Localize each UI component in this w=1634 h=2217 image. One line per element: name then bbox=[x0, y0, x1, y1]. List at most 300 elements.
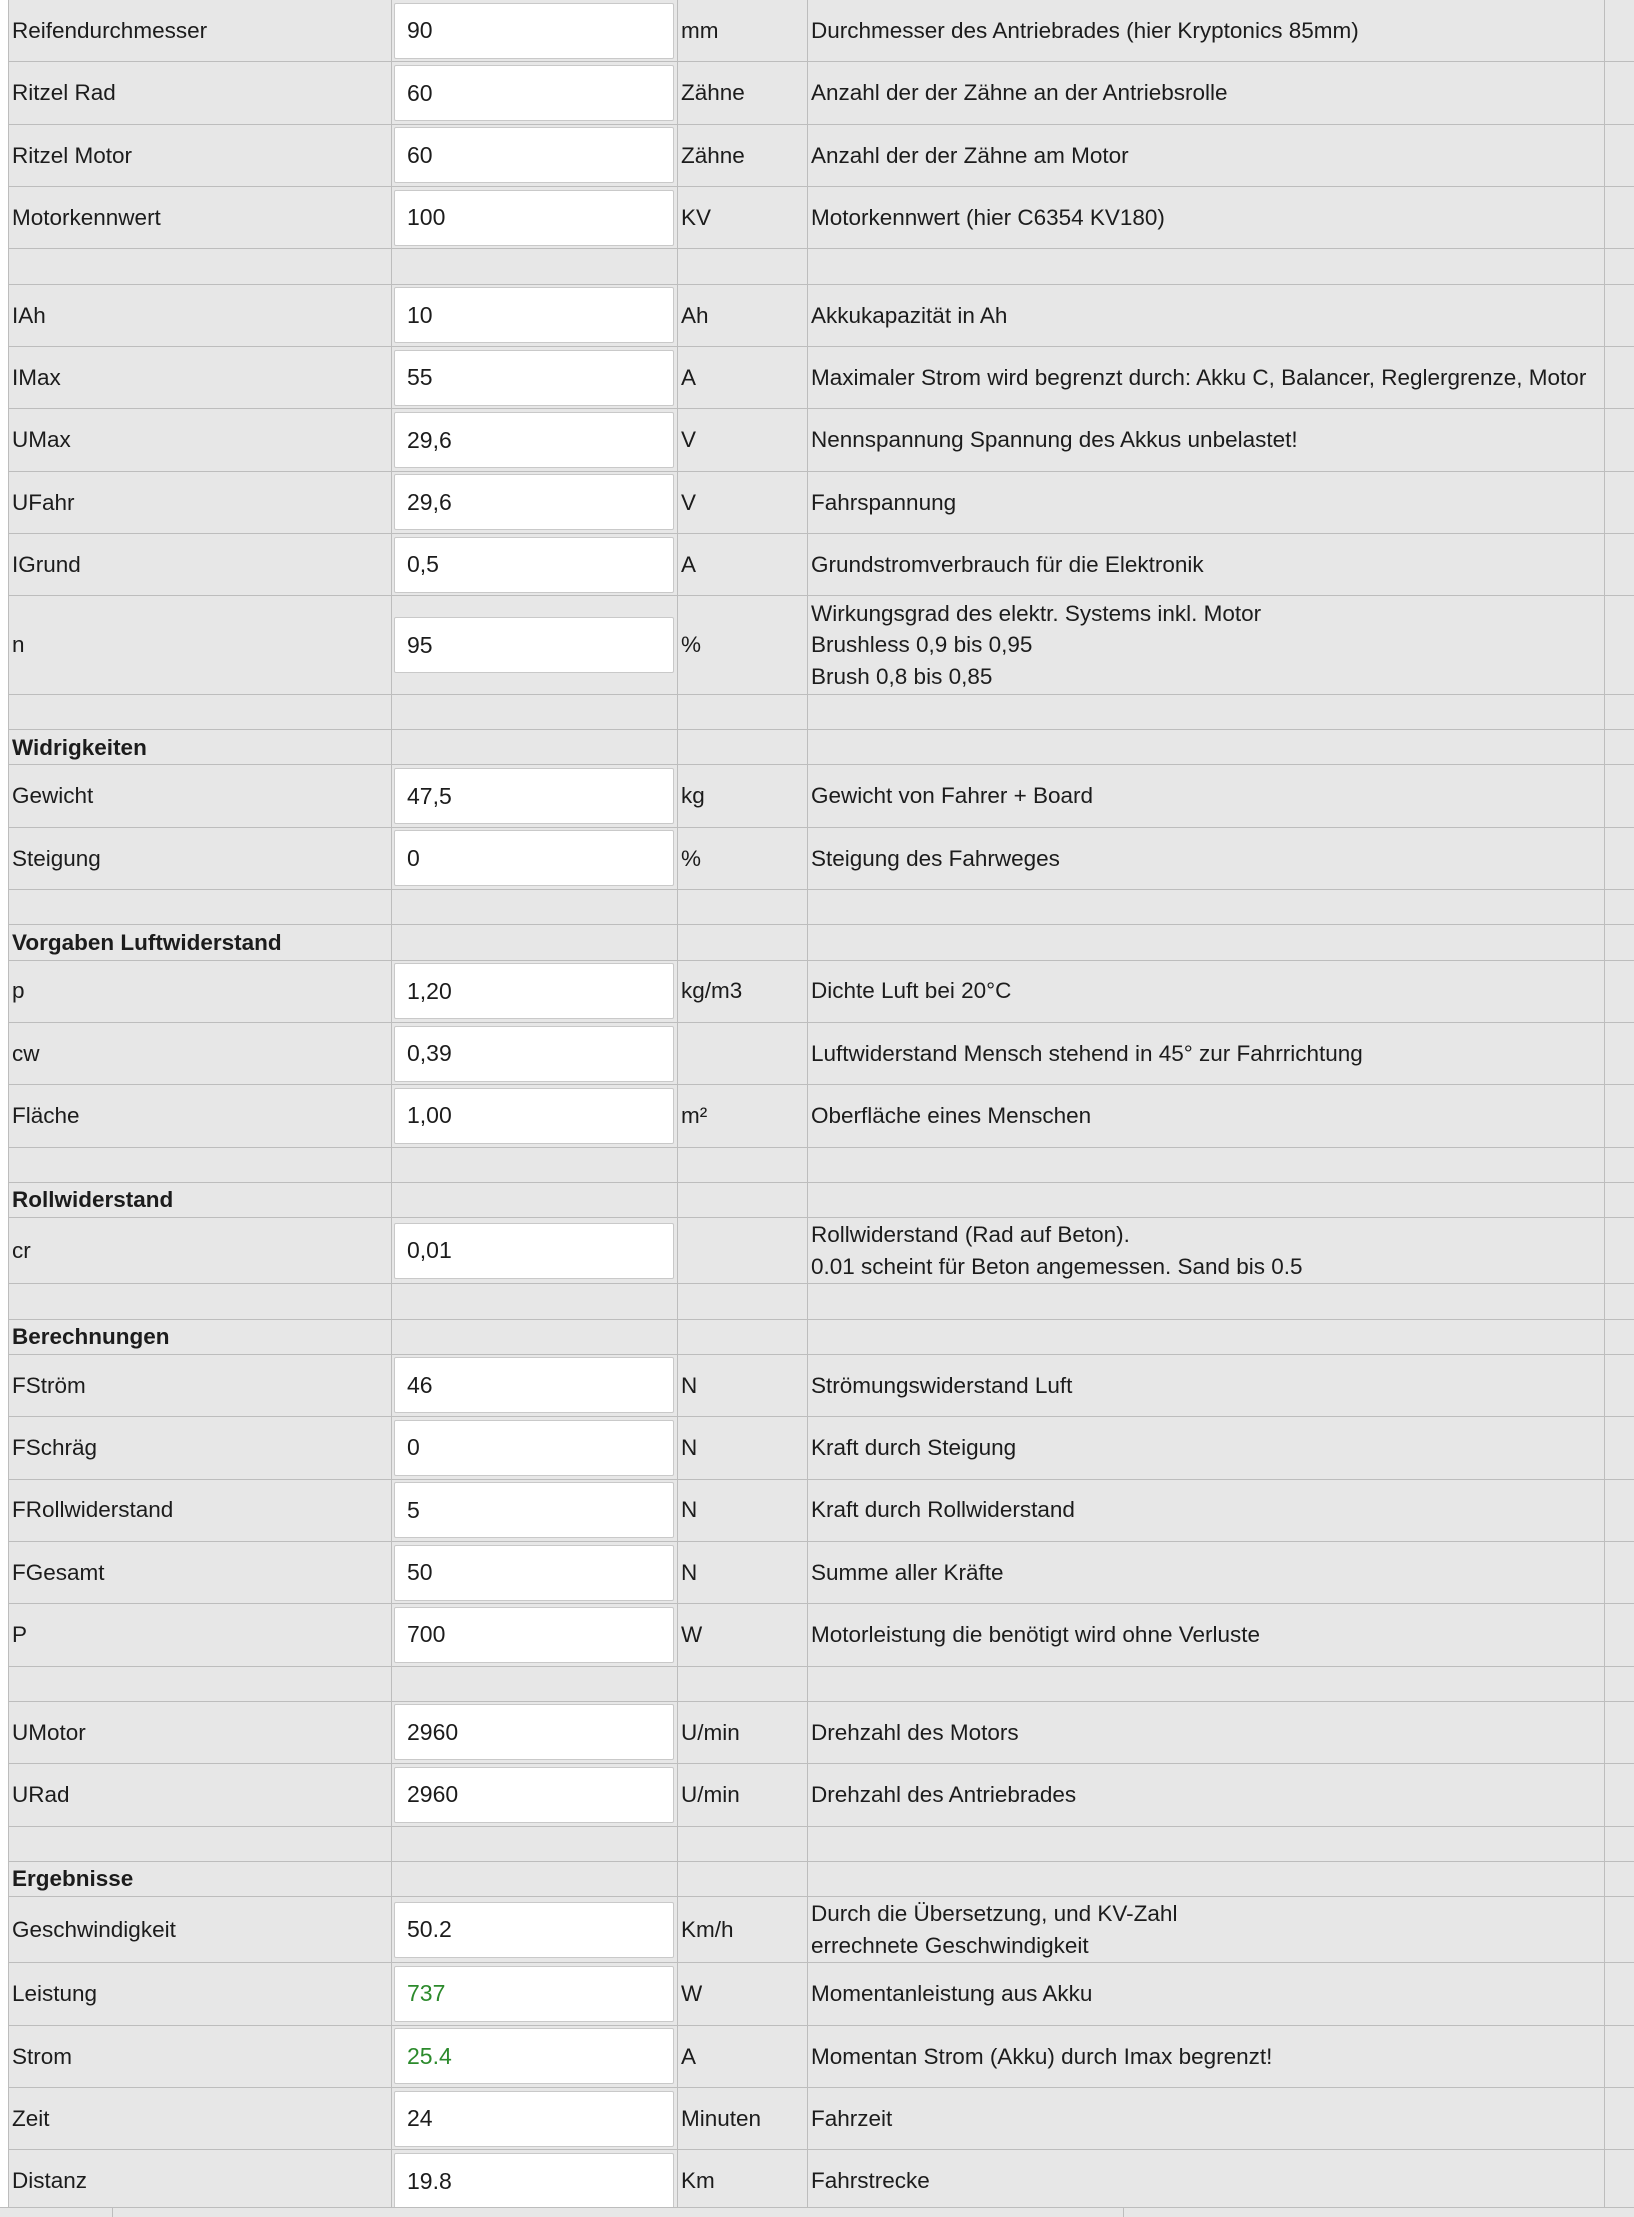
empty-cell bbox=[808, 695, 1605, 730]
table-row-zeit bbox=[9, 2088, 1634, 2150]
field-label-ritzel-motor: Ritzel Motor bbox=[9, 124, 392, 186]
empty-cell bbox=[1605, 1861, 1634, 1896]
description-line: Wirkungsgrad des elektr. Systems inkl. Motor bbox=[811, 598, 1601, 630]
field-description bbox=[808, 2088, 1605, 2150]
empty-cell bbox=[1605, 1896, 1634, 1962]
field-label-distanz: Distanz bbox=[9, 2150, 392, 2213]
empty-cell bbox=[1605, 124, 1634, 186]
field-input-iah[interactable] bbox=[394, 287, 674, 343]
section-row-rollwiderstand bbox=[9, 1182, 1634, 1217]
field-input-n[interactable] bbox=[394, 617, 674, 673]
section-heading: Rollwiderstand bbox=[9, 1182, 392, 1217]
field-label-cr: cr bbox=[9, 1218, 392, 1284]
field-label-fschrag: FSchräg bbox=[9, 1417, 392, 1479]
field-input-cell bbox=[392, 1896, 678, 1962]
spacer-row bbox=[9, 1284, 1634, 1319]
description-line: Luftwiderstand Mensch stehend in 45° zur Fahrrichtung bbox=[811, 1038, 1601, 1070]
field-label-fstrom: FStröm bbox=[9, 1354, 392, 1416]
empty-cell bbox=[1605, 2088, 1634, 2150]
empty-cell bbox=[1605, 1284, 1634, 1319]
field-input-p[interactable] bbox=[394, 963, 674, 1019]
field-input-steigung[interactable] bbox=[394, 830, 674, 886]
field-unit: W bbox=[678, 1604, 808, 1666]
table-row-p bbox=[9, 1604, 1634, 1666]
field-unit: kg bbox=[678, 765, 808, 827]
empty-cell bbox=[808, 1147, 1605, 1182]
field-input-cell bbox=[392, 1354, 678, 1416]
section-row-berechnungen bbox=[9, 1319, 1634, 1354]
field-label-igrund: IGrund bbox=[9, 534, 392, 596]
field-input-cell bbox=[392, 1604, 678, 1666]
field-description bbox=[808, 1085, 1605, 1147]
empty-cell bbox=[392, 1147, 678, 1182]
field-input-p[interactable] bbox=[394, 1607, 674, 1663]
empty-cell bbox=[1605, 1963, 1634, 2025]
field-description bbox=[808, 1022, 1605, 1084]
description-line: Fahrstrecke bbox=[811, 2165, 1601, 2197]
field-label-zeit: Zeit bbox=[9, 2088, 392, 2150]
spacer-row bbox=[9, 1147, 1634, 1182]
field-label-leistung: Leistung bbox=[9, 1963, 392, 2025]
empty-cell bbox=[1605, 730, 1634, 765]
description-line: Motorleistung die benötigt wird ohne Verluste bbox=[811, 1619, 1601, 1651]
field-input-strom[interactable] bbox=[394, 2028, 674, 2084]
empty-cell bbox=[1605, 1764, 1634, 1826]
field-label-strom: Strom bbox=[9, 2025, 392, 2087]
field-input-cell bbox=[392, 1218, 678, 1284]
field-description bbox=[808, 1701, 1605, 1763]
empty-cell bbox=[1605, 1826, 1634, 1861]
field-label-iah: IAh bbox=[9, 284, 392, 346]
field-input-cell bbox=[392, 1541, 678, 1603]
field-description bbox=[808, 284, 1605, 346]
description-line: Gewicht von Fahrer + Board bbox=[811, 780, 1601, 812]
table-row-iah bbox=[9, 284, 1634, 346]
field-description bbox=[808, 2150, 1605, 2213]
empty-cell bbox=[1605, 0, 1634, 62]
empty-cell bbox=[1605, 409, 1634, 471]
field-input-cell bbox=[392, 284, 678, 346]
field-label-p: p bbox=[9, 960, 392, 1022]
empty-cell bbox=[1605, 187, 1634, 249]
field-input-fstrom[interactable] bbox=[394, 1357, 674, 1413]
table-row-ritzel-rad bbox=[9, 62, 1634, 124]
empty-cell bbox=[678, 1861, 808, 1896]
description-line: Steigung des Fahrweges bbox=[811, 843, 1601, 875]
empty-cell bbox=[1605, 890, 1634, 925]
field-input-urad[interactable] bbox=[394, 1767, 674, 1823]
calculator-rows bbox=[9, 0, 1634, 2213]
empty-cell bbox=[678, 925, 808, 960]
field-unit: V bbox=[678, 471, 808, 533]
field-input-geschwindigkeit[interactable] bbox=[394, 1902, 674, 1958]
field-input-umax[interactable] bbox=[394, 412, 674, 468]
empty-cell bbox=[392, 695, 678, 730]
field-label-frollwiderstand: FRollwiderstand bbox=[9, 1479, 392, 1541]
field-description bbox=[808, 62, 1605, 124]
field-input-motorkennwert[interactable] bbox=[394, 190, 674, 246]
table-row-umax bbox=[9, 409, 1634, 471]
empty-cell bbox=[1605, 765, 1634, 827]
description-line: errechnete Geschwindigkeit bbox=[811, 1930, 1601, 1962]
field-description bbox=[808, 347, 1605, 409]
calculator-table bbox=[8, 0, 1634, 2213]
section-row-ergebnisse bbox=[9, 1861, 1634, 1896]
empty-cell bbox=[678, 1147, 808, 1182]
field-input-cell bbox=[392, 827, 678, 889]
field-label-ufahr: UFahr bbox=[9, 471, 392, 533]
field-input-cell bbox=[392, 596, 678, 695]
description-line: Strömungswiderstand Luft bbox=[811, 1370, 1601, 1402]
empty-cell bbox=[1605, 1182, 1634, 1217]
description-line: Anzahl der der Zähne an der Antriebsrolle bbox=[811, 77, 1601, 109]
field-input-cr[interactable] bbox=[394, 1223, 674, 1279]
empty-cell bbox=[1605, 1479, 1634, 1541]
field-unit: U/min bbox=[678, 1764, 808, 1826]
empty-cell bbox=[1605, 1147, 1634, 1182]
empty-cell bbox=[678, 890, 808, 925]
spacer-row bbox=[9, 249, 1634, 284]
field-label-motorkennwert: Motorkennwert bbox=[9, 187, 392, 249]
field-unit: W bbox=[678, 1963, 808, 2025]
empty-cell bbox=[1605, 1085, 1634, 1147]
field-input-cell bbox=[392, 1085, 678, 1147]
section-heading: Vorgaben Luftwiderstand bbox=[9, 925, 392, 960]
description-line: Fahrzeit bbox=[811, 2103, 1601, 2135]
empty-cell bbox=[1605, 1022, 1634, 1084]
field-label-p: P bbox=[9, 1604, 392, 1666]
field-input-cw[interactable] bbox=[394, 1026, 674, 1082]
empty-cell bbox=[392, 925, 678, 960]
table-row-distanz bbox=[9, 2150, 1634, 2213]
field-unit: % bbox=[678, 827, 808, 889]
field-unit: Km/h bbox=[678, 1896, 808, 1962]
empty-cell bbox=[678, 695, 808, 730]
spacer-row bbox=[9, 695, 1634, 730]
empty-cell bbox=[9, 249, 392, 284]
field-description bbox=[808, 0, 1605, 62]
field-unit: mm bbox=[678, 0, 808, 62]
field-input-umotor[interactable] bbox=[394, 1704, 674, 1760]
empty-cell bbox=[392, 1826, 678, 1861]
empty-cell bbox=[808, 1861, 1605, 1896]
field-input-ritzel-rad[interactable] bbox=[394, 65, 674, 121]
empty-cell bbox=[678, 1182, 808, 1217]
field-unit: N bbox=[678, 1417, 808, 1479]
empty-cell bbox=[1605, 249, 1634, 284]
empty-cell bbox=[808, 1319, 1605, 1354]
field-description bbox=[808, 1218, 1605, 1284]
description-line: Momentanleistung aus Akku bbox=[811, 1978, 1601, 2010]
empty-cell bbox=[1605, 1218, 1634, 1284]
field-input-frollwiderstand[interactable] bbox=[394, 1482, 674, 1538]
empty-cell bbox=[1605, 1701, 1634, 1763]
empty-cell bbox=[808, 1826, 1605, 1861]
field-unit bbox=[678, 1218, 808, 1284]
field-input-ufahr[interactable] bbox=[394, 474, 674, 530]
field-label-urad: URad bbox=[9, 1764, 392, 1826]
field-label-flache: Fläche bbox=[9, 1085, 392, 1147]
field-unit bbox=[678, 1022, 808, 1084]
empty-cell bbox=[678, 1284, 808, 1319]
field-input-igrund[interactable] bbox=[394, 537, 674, 593]
field-input-fgesamt[interactable] bbox=[394, 1545, 674, 1601]
empty-cell bbox=[1605, 925, 1634, 960]
empty-cell bbox=[392, 249, 678, 284]
table-row-flache bbox=[9, 1085, 1634, 1147]
field-label-cw: cw bbox=[9, 1022, 392, 1084]
description-line: Motorkennwert (hier C6354 KV180) bbox=[811, 202, 1601, 234]
field-label-gewicht: Gewicht bbox=[9, 765, 392, 827]
field-label-umax: UMax bbox=[9, 409, 392, 471]
field-input-cell bbox=[392, 2088, 678, 2150]
field-unit: KV bbox=[678, 187, 808, 249]
table-row-ritzel-motor bbox=[9, 124, 1634, 186]
field-unit: N bbox=[678, 1479, 808, 1541]
field-input-cell bbox=[392, 1701, 678, 1763]
description-line: Oberfläche eines Menschen bbox=[811, 1100, 1601, 1132]
field-input-cell bbox=[392, 124, 678, 186]
empty-cell bbox=[1605, 1354, 1634, 1416]
field-label-geschwindigkeit: Geschwindigkeit bbox=[9, 1896, 392, 1962]
empty-cell bbox=[392, 730, 678, 765]
field-unit: Zähne bbox=[678, 124, 808, 186]
field-input-cell bbox=[392, 1417, 678, 1479]
table-row-p bbox=[9, 960, 1634, 1022]
empty-cell bbox=[808, 1182, 1605, 1217]
empty-cell bbox=[9, 1666, 392, 1701]
empty-cell bbox=[9, 1284, 392, 1319]
field-input-cell bbox=[392, 0, 678, 62]
field-input-flache[interactable] bbox=[394, 1088, 674, 1144]
field-label-umotor: UMotor bbox=[9, 1701, 392, 1763]
field-input-cell bbox=[392, 534, 678, 596]
field-description bbox=[808, 471, 1605, 533]
field-description bbox=[808, 534, 1605, 596]
field-input-cell bbox=[392, 1479, 678, 1541]
field-input-cell bbox=[392, 1022, 678, 1084]
field-unit: Zähne bbox=[678, 62, 808, 124]
field-input-cell bbox=[392, 765, 678, 827]
description-line: Durchmesser des Antriebrades (hier Kryptonics 85mm) bbox=[811, 15, 1601, 47]
empty-cell bbox=[1605, 1541, 1634, 1603]
spacer-row bbox=[9, 1666, 1634, 1701]
field-label-fgesamt: FGesamt bbox=[9, 1541, 392, 1603]
table-row-imax bbox=[9, 347, 1634, 409]
description-line: Nennspannung Spannung des Akkus unbelastet! bbox=[811, 424, 1601, 456]
field-input-cell bbox=[392, 960, 678, 1022]
description-line: Anzahl der der Zähne am Motor bbox=[811, 140, 1601, 172]
description-line: Durch die Übersetzung, und KV-Zahl bbox=[811, 1898, 1601, 1930]
empty-cell bbox=[9, 1147, 392, 1182]
field-description bbox=[808, 596, 1605, 695]
field-unit: A bbox=[678, 347, 808, 409]
field-unit: % bbox=[678, 596, 808, 695]
field-unit: Ah bbox=[678, 284, 808, 346]
empty-cell bbox=[1605, 1417, 1634, 1479]
description-line: Drehzahl des Motors bbox=[811, 1717, 1601, 1749]
table-row-urad bbox=[9, 1764, 1634, 1826]
field-input-cell bbox=[392, 1963, 678, 2025]
section-heading: Ergebnisse bbox=[9, 1861, 392, 1896]
empty-cell bbox=[9, 890, 392, 925]
section-row-widrigkeiten bbox=[9, 730, 1634, 765]
empty-cell bbox=[808, 1284, 1605, 1319]
section-heading: Berechnungen bbox=[9, 1319, 392, 1354]
empty-cell bbox=[678, 249, 808, 284]
table-row-leistung bbox=[9, 1963, 1634, 2025]
description-line: Brushless 0,9 bis 0,95 bbox=[811, 629, 1601, 661]
spacer-row bbox=[9, 890, 1634, 925]
empty-cell bbox=[9, 1826, 392, 1861]
empty-cell bbox=[1605, 62, 1634, 124]
field-input-cell bbox=[392, 347, 678, 409]
field-input-cell bbox=[392, 471, 678, 533]
section-heading: Widrigkeiten bbox=[9, 730, 392, 765]
field-description bbox=[808, 827, 1605, 889]
field-input-reifendurchmesser[interactable] bbox=[394, 3, 674, 59]
empty-cell bbox=[678, 1826, 808, 1861]
empty-cell bbox=[392, 1284, 678, 1319]
field-unit: Km bbox=[678, 2150, 808, 2213]
field-description bbox=[808, 187, 1605, 249]
description-line: Dichte Luft bei 20°C bbox=[811, 975, 1601, 1007]
empty-cell bbox=[678, 730, 808, 765]
empty-cell bbox=[1605, 347, 1634, 409]
empty-cell bbox=[808, 1666, 1605, 1701]
empty-cell bbox=[808, 730, 1605, 765]
table-row-reifendurchmesser bbox=[9, 0, 1634, 62]
description-line: Rollwiderstand (Rad auf Beton). bbox=[811, 1219, 1601, 1251]
table-row-motorkennwert bbox=[9, 187, 1634, 249]
field-description bbox=[808, 124, 1605, 186]
field-input-cell bbox=[392, 2025, 678, 2087]
field-input-leistung[interactable] bbox=[394, 1966, 674, 2022]
empty-cell bbox=[392, 1861, 678, 1896]
field-description bbox=[808, 1896, 1605, 1962]
field-input-zeit[interactable] bbox=[394, 2091, 674, 2147]
spacer-row bbox=[9, 1826, 1634, 1861]
table-row-cr bbox=[9, 1218, 1634, 1284]
empty-cell bbox=[1605, 596, 1634, 695]
empty-cell bbox=[9, 695, 392, 730]
field-unit: kg/m3 bbox=[678, 960, 808, 1022]
field-input-cell bbox=[392, 62, 678, 124]
field-unit: A bbox=[678, 2025, 808, 2087]
table-row-strom bbox=[9, 2025, 1634, 2087]
field-label-ritzel-rad: Ritzel Rad bbox=[9, 62, 392, 124]
table-row-umotor bbox=[9, 1701, 1634, 1763]
empty-cell bbox=[392, 890, 678, 925]
field-description bbox=[808, 960, 1605, 1022]
field-description bbox=[808, 765, 1605, 827]
description-line: Summe aller Kräfte bbox=[811, 1557, 1601, 1589]
description-line: Grundstromverbrauch für die Elektronik bbox=[811, 549, 1601, 581]
field-unit: N bbox=[678, 1541, 808, 1603]
description-line: Akkukapazität in Ah bbox=[811, 300, 1601, 332]
table-row-steigung bbox=[9, 827, 1634, 889]
empty-cell bbox=[1605, 1319, 1634, 1354]
empty-cell bbox=[392, 1666, 678, 1701]
field-description bbox=[808, 2025, 1605, 2087]
field-input-distanz[interactable] bbox=[394, 2153, 674, 2209]
table-row-cw bbox=[9, 1022, 1634, 1084]
table-row-frollwiderstand bbox=[9, 1479, 1634, 1541]
empty-cell bbox=[392, 1319, 678, 1354]
field-unit: V bbox=[678, 409, 808, 471]
empty-cell bbox=[678, 1666, 808, 1701]
table-row-gewicht bbox=[9, 765, 1634, 827]
field-description bbox=[808, 1417, 1605, 1479]
field-unit: Minuten bbox=[678, 2088, 808, 2150]
field-input-cell bbox=[392, 1764, 678, 1826]
table-row-igrund bbox=[9, 534, 1634, 596]
field-description bbox=[808, 1764, 1605, 1826]
description-line: Maximaler Strom wird begrenzt durch: Akku C, Balancer, Reglergrenze, Motor bbox=[811, 362, 1601, 394]
field-description bbox=[808, 1963, 1605, 2025]
empty-cell bbox=[1605, 827, 1634, 889]
field-description bbox=[808, 1604, 1605, 1666]
field-unit: m² bbox=[678, 1085, 808, 1147]
empty-cell bbox=[1605, 1604, 1634, 1666]
description-line: Kraft durch Steigung bbox=[811, 1432, 1601, 1464]
field-description bbox=[808, 409, 1605, 471]
empty-cell bbox=[392, 1182, 678, 1217]
empty-cell bbox=[808, 925, 1605, 960]
field-input-ritzel-motor[interactable] bbox=[394, 127, 674, 183]
table-row-n bbox=[9, 596, 1634, 695]
description-line: Kraft durch Rollwiderstand bbox=[811, 1494, 1601, 1526]
section-row-vorgaben-luftwiderstand bbox=[9, 925, 1634, 960]
field-input-cell bbox=[392, 409, 678, 471]
table-row-fstrom bbox=[9, 1354, 1634, 1416]
field-label-reifendurchmesser: Reifendurchmesser bbox=[9, 0, 392, 62]
field-input-gewicht[interactable] bbox=[394, 768, 674, 824]
field-unit: A bbox=[678, 534, 808, 596]
table-row-ufahr bbox=[9, 471, 1634, 533]
description-line: 0.01 scheint für Beton angemessen. Sand bis 0.5 bbox=[811, 1251, 1601, 1283]
empty-cell bbox=[1605, 2150, 1634, 2213]
field-label-steigung: Steigung bbox=[9, 827, 392, 889]
field-label-n: n bbox=[9, 596, 392, 695]
empty-cell bbox=[1605, 960, 1634, 1022]
empty-cell bbox=[1605, 2025, 1634, 2087]
field-input-fschrag[interactable] bbox=[394, 1420, 674, 1476]
empty-cell bbox=[808, 249, 1605, 284]
field-unit: N bbox=[678, 1354, 808, 1416]
empty-cell bbox=[1605, 471, 1634, 533]
empty-cell bbox=[1605, 695, 1634, 730]
description-line: Fahrspannung bbox=[811, 487, 1601, 519]
table-row-fschrag bbox=[9, 1417, 1634, 1479]
field-label-imax: IMax bbox=[9, 347, 392, 409]
description-line: Drehzahl des Antriebrades bbox=[811, 1779, 1601, 1811]
field-input-imax[interactable] bbox=[394, 350, 674, 406]
empty-cell bbox=[678, 1319, 808, 1354]
field-description bbox=[808, 1354, 1605, 1416]
empty-cell bbox=[1605, 284, 1634, 346]
field-description bbox=[808, 1479, 1605, 1541]
description-line: Brush 0,8 bis 0,85 bbox=[811, 661, 1601, 693]
field-unit: U/min bbox=[678, 1701, 808, 1763]
empty-cell bbox=[1605, 534, 1634, 596]
description-line: Momentan Strom (Akku) durch Imax begrenzt! bbox=[811, 2041, 1601, 2073]
empty-cell bbox=[808, 890, 1605, 925]
field-description bbox=[808, 1541, 1605, 1603]
field-input-cell bbox=[392, 2150, 678, 2213]
field-input-cell bbox=[392, 187, 678, 249]
table-row-geschwindigkeit bbox=[9, 1896, 1634, 1962]
